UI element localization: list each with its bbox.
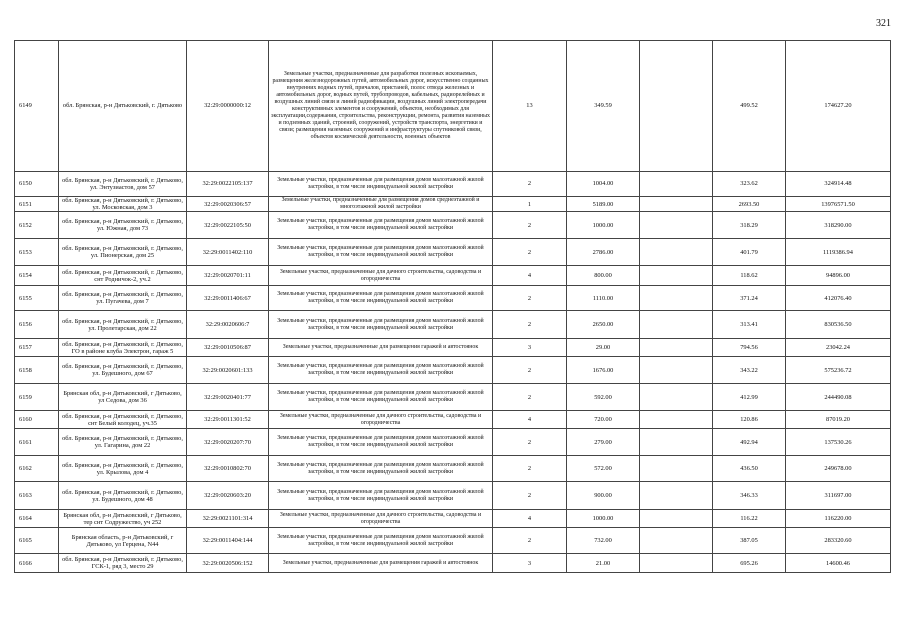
cadastral-value-cell: 116220.00 xyxy=(786,510,891,528)
empty-cell xyxy=(640,172,713,197)
use-group-cell: 2 xyxy=(493,172,567,197)
address-cell: обл. Брянская, р-н Дятьковский, г. Дятьково, снт Родничок-2, уч.2 xyxy=(59,266,187,286)
land-use-cell: Земельные участки, предназначенные для размещения гаражей и автостоянок xyxy=(269,554,493,573)
use-group-cell: 4 xyxy=(493,266,567,286)
table-row xyxy=(15,456,891,482)
row-number: 6166 xyxy=(15,554,59,573)
use-group-cell: 3 xyxy=(493,339,567,357)
row-number: 6162 xyxy=(15,456,59,482)
area-cell: 900.00 xyxy=(567,482,640,510)
area-cell: 279.00 xyxy=(567,429,640,456)
row-number: 6152 xyxy=(15,212,59,239)
land-use-cell: Земельные участки, предназначенные для размещения гаражей и автостоянок xyxy=(269,339,493,357)
table-row xyxy=(15,554,891,573)
empty-cell xyxy=(640,554,713,573)
cadastral-number-cell: 32:29:0022105:137 xyxy=(187,172,269,197)
row-number: 6154 xyxy=(15,266,59,286)
row-number: 6161 xyxy=(15,429,59,456)
empty-cell xyxy=(640,429,713,456)
address-cell: Брянская обл, р-н Дятьковский, г Дятьково, ул Седова, дом 36 xyxy=(59,384,187,411)
specific-value-cell: 695.26 xyxy=(713,554,786,573)
cadastral-number-cell: 32:29:0011404:144 xyxy=(187,528,269,554)
land-use-cell: Земельные участки, предназначенные для размещения домов малоэтажной жилой застройки, в том числе индивидуальной жилой застройки xyxy=(269,482,493,510)
area-cell: 720.00 xyxy=(567,411,640,429)
table-row xyxy=(15,172,891,197)
row-number: 6155 xyxy=(15,286,59,311)
empty-cell xyxy=(640,510,713,528)
cadastral-value-cell: 94896.00 xyxy=(786,266,891,286)
use-group-cell: 2 xyxy=(493,429,567,456)
specific-value-cell: 313.41 xyxy=(713,311,786,339)
empty-cell xyxy=(640,286,713,311)
specific-value-cell: 794.56 xyxy=(713,339,786,357)
cadastral-number-cell: 32:29:0020701:11 xyxy=(187,266,269,286)
area-cell: 1000.00 xyxy=(567,212,640,239)
table-row xyxy=(15,411,891,429)
area-cell: 800.00 xyxy=(567,266,640,286)
address-cell: Брянская обл, р-н Дятьковский, г Дятьково, тер снт Содружество, уч 252 xyxy=(59,510,187,528)
cadastral-value-cell: 137530.26 xyxy=(786,429,891,456)
use-group-cell: 2 xyxy=(493,239,567,266)
row-number: 6157 xyxy=(15,339,59,357)
table-row xyxy=(15,286,891,311)
address-cell: обл. Брянская, р-н Дятьковский, г. Дятьково, ул. Московская, дом 3 xyxy=(59,197,187,212)
cadastral-number-cell: 32:29:0020606:7 xyxy=(187,311,269,339)
row-number: 6160 xyxy=(15,411,59,429)
area-cell: 2786.00 xyxy=(567,239,640,266)
cadastral-number-cell: 32:29:0022105:50 xyxy=(187,212,269,239)
row-number: 6159 xyxy=(15,384,59,411)
table-row xyxy=(15,212,891,239)
cadastral-value-cell: 1119386.94 xyxy=(786,239,891,266)
specific-value-cell: 343.22 xyxy=(713,357,786,384)
empty-cell xyxy=(640,266,713,286)
cadastral-number-cell: 32:29:0020601:133 xyxy=(187,357,269,384)
specific-value-cell: 401.79 xyxy=(713,239,786,266)
table-row xyxy=(15,339,891,357)
specific-value-cell: 120.86 xyxy=(713,411,786,429)
specific-value-cell: 412.99 xyxy=(713,384,786,411)
row-number: 6149 xyxy=(15,41,59,172)
address-cell: обл. Брянская, р-н Дятьковский, г. Дятьково, ул. Пионерская, дом 25 xyxy=(59,239,187,266)
use-group-cell: 2 xyxy=(493,212,567,239)
cadastral-value-cell: 87019.20 xyxy=(786,411,891,429)
land-use-cell: Земельные участки, предназначенные для размещения домов малоэтажной жилой застройки, в том числе индивидуальной жилой застройки xyxy=(269,456,493,482)
cadastral-number-cell: 32:29:0020207:70 xyxy=(187,429,269,456)
area-cell: 572.00 xyxy=(567,456,640,482)
cadastral-value-cell: 174627.20 xyxy=(786,41,891,172)
table-row xyxy=(15,510,891,528)
empty-cell xyxy=(640,41,713,172)
row-number: 6153 xyxy=(15,239,59,266)
cadastral-value-cell: 318290.00 xyxy=(786,212,891,239)
cadastral-value-cell: 244490.08 xyxy=(786,384,891,411)
cadastral-number-cell: 32:29:0020506:152 xyxy=(187,554,269,573)
row-number: 6164 xyxy=(15,510,59,528)
area-cell: 29.00 xyxy=(567,339,640,357)
cadastral-value-cell: 575236.72 xyxy=(786,357,891,384)
address-cell: обл. Брянская, р-н Дятьковский, г. Дятьково, снт Белый колодец, уч.35 xyxy=(59,411,187,429)
cadastral-number-cell: 32:29:0011301:52 xyxy=(187,411,269,429)
empty-cell xyxy=(640,528,713,554)
row-number: 6163 xyxy=(15,482,59,510)
area-cell: 5189.00 xyxy=(567,197,640,212)
empty-cell xyxy=(640,411,713,429)
use-group-cell: 2 xyxy=(493,384,567,411)
address-cell: обл. Брянская, р-н Дятьковский, г. Дятьково, ул. Пугачева, дом 7 xyxy=(59,286,187,311)
table-row xyxy=(15,482,891,510)
land-use-cell: Земельные участки, предназначенные для размещения домов малоэтажной жилой застройки, в том числе индивидуальной жилой застройки xyxy=(269,286,493,311)
area-cell: 1004.00 xyxy=(567,172,640,197)
use-group-cell: 13 xyxy=(493,41,567,172)
address-cell: обл. Брянская, р-н Дятьковский, г. Дятьково, ул. Крылова, дом 4 xyxy=(59,456,187,482)
land-use-cell: Земельные участки, предназначенные для дачного строительства, садоводства и огородничества xyxy=(269,266,493,286)
land-use-cell: Земельные участки, предназначенные для дачного строительства, садоводства и огородничества xyxy=(269,411,493,429)
specific-value-cell: 118.62 xyxy=(713,266,786,286)
empty-cell xyxy=(640,212,713,239)
address-cell: обл. Брянская, р-н Дятьковский, г. Дятьково xyxy=(59,41,187,172)
address-cell: обл. Брянская, р-н Дятьковский, г. Дятьково, ул. Гагарина, дом 22 xyxy=(59,429,187,456)
cadastral-number-cell: 32:29:0010506:87 xyxy=(187,339,269,357)
empty-cell xyxy=(640,384,713,411)
empty-cell xyxy=(640,357,713,384)
cadastral-value-cell: 13976571.50 xyxy=(786,197,891,212)
address-cell: обл. Брянская, р-н Дятьковский, г. Дятьково, ул. Энтузиастов, дом 57 xyxy=(59,172,187,197)
land-use-cell: Земельные участки, предназначенные для размещения домов малоэтажной жилой застройки, в том числе индивидуальной жилой застройки xyxy=(269,172,493,197)
row-number: 6158 xyxy=(15,357,59,384)
empty-cell xyxy=(640,482,713,510)
cadastral-number-cell: 32:29:0020603:20 xyxy=(187,482,269,510)
use-group-cell: 2 xyxy=(493,311,567,339)
use-group-cell: 2 xyxy=(493,357,567,384)
area-cell: 21.00 xyxy=(567,554,640,573)
specific-value-cell: 371.24 xyxy=(713,286,786,311)
land-use-cell: Земельные участки, предназначенные для размещения домов малоэтажной жилой застройки, в том числе индивидуальной жилой застройки xyxy=(269,311,493,339)
area-cell: 1110.00 xyxy=(567,286,640,311)
specific-value-cell: 323.62 xyxy=(713,172,786,197)
empty-cell xyxy=(640,311,713,339)
empty-cell xyxy=(640,239,713,266)
cadastral-number-cell: 32:29:0021101:314 xyxy=(187,510,269,528)
use-group-cell: 2 xyxy=(493,286,567,311)
row-number: 6165 xyxy=(15,528,59,554)
cadastral-value-cell: 830536.50 xyxy=(786,311,891,339)
cadastral-value-cell: 412076.40 xyxy=(786,286,891,311)
area-cell: 2650.00 xyxy=(567,311,640,339)
use-group-cell: 2 xyxy=(493,528,567,554)
land-use-cell: Земельные участки, предназначенные для размещения домов малоэтажной жилой застройки, в том числе индивидуальной жилой застройки xyxy=(269,239,493,266)
row-number: 6156 xyxy=(15,311,59,339)
land-use-cell: Земельные участки, предназначенные для размещения домов малоэтажной жилой застройки, в том числе индивидуальной жилой застройки xyxy=(269,528,493,554)
land-use-cell: Земельные участки, предназначенные для дачного строительства, садоводства и огородничества xyxy=(269,510,493,528)
row-number: 6150 xyxy=(15,172,59,197)
table-row xyxy=(15,197,891,212)
specific-value-cell: 387.05 xyxy=(713,528,786,554)
cadastral-number-cell: 32:29:0011402:110 xyxy=(187,239,269,266)
cadastral-value-cell: 23042.24 xyxy=(786,339,891,357)
specific-value-cell: 346.33 xyxy=(713,482,786,510)
table-row xyxy=(15,384,891,411)
cadastral-number-cell: 32:29:0020401:77 xyxy=(187,384,269,411)
address-cell: обл. Брянская, р-н Дятьковский, г. Дятьково, ГСК-1, ряд 3, место 29 xyxy=(59,554,187,573)
empty-cell xyxy=(640,197,713,212)
area-cell: 1676.00 xyxy=(567,357,640,384)
use-group-cell: 2 xyxy=(493,456,567,482)
empty-cell xyxy=(640,339,713,357)
land-use-cell: Земельные участки, предназначенные для размещения домов среднеэтажной и многоэтажной жилой застройки xyxy=(269,197,493,212)
row-number: 6151 xyxy=(15,197,59,212)
land-use-cell: Земельные участки, предназначенные для размещения домов малоэтажной жилой застройки, в том числе индивидуальной жилой застройки xyxy=(269,384,493,411)
use-group-cell: 3 xyxy=(493,554,567,573)
address-cell: обл. Брянская, р-н Дятьковский, г. Дятьково, ул. Пролетарская, дом 22 xyxy=(59,311,187,339)
cadastral-value-cell: 283320.60 xyxy=(786,528,891,554)
area-cell: 1000.00 xyxy=(567,510,640,528)
cadastral-value-cell: 14600.46 xyxy=(786,554,891,573)
address-cell: обл. Брянская, р-н Дятьковский, г. Дятьково, ул. Будешного, дом 48 xyxy=(59,482,187,510)
address-cell: обл. Брянская, р-н Дятьковский, г. Дятьково, ГО в районе клуба Электрон, гараж 5 xyxy=(59,339,187,357)
use-group-cell: 1 xyxy=(493,197,567,212)
land-use-cell: Земельные участки, предназначенные для разработки полезных ископаемых, размещения железнодорожных путей, автомобильных дорог, искусственно созданных внутренних водных путей, причалов, пристаней, полос отвода железных и автомобильных дорог, водных путей, трубопроводов, кабельных, радиорелейных и воздушных линий связи и линий радиофикации, воздушных линий электропередачи конструктивных элементов и сооружений, объектов, необходимых для эксплуатации,содержания, строительства, реконструкции, ремонта, развития наземных и подземных зданий, строений, сооружений, устройств транспорта, энергетики и связи; размещения наземных сооружений и инфраструктуры спутниковой связи, объектов космической деятельности, военных объектов xyxy=(269,41,493,172)
empty-cell xyxy=(640,456,713,482)
land-use-cell: Земельные участки, предназначенные для размещения домов малоэтажной жилой застройки, в том числе индивидуальной жилой застройки xyxy=(269,212,493,239)
cadastral-value-cell: 311697.00 xyxy=(786,482,891,510)
specific-value-cell: 116.22 xyxy=(713,510,786,528)
address-cell: обл. Брянская, р-н Дятьковский, г. Дятьково, ул. Южная, дом 73 xyxy=(59,212,187,239)
table-body xyxy=(15,41,891,573)
page-number: 321 xyxy=(876,18,891,29)
cadastral-number-cell: 32:29:0020306:57 xyxy=(187,197,269,212)
use-group-cell: 2 xyxy=(493,482,567,510)
use-group-cell: 4 xyxy=(493,411,567,429)
area-cell: 349.59 xyxy=(567,41,640,172)
area-cell: 592.00 xyxy=(567,384,640,411)
address-cell: Брянская область, р-н Дятьковский, г Дятьково, ул Герцена, N44 xyxy=(59,528,187,554)
cadastral-number-cell: 32:29:0000000:12 xyxy=(187,41,269,172)
use-group-cell: 4 xyxy=(493,510,567,528)
cadastral-value-cell: 249678.00 xyxy=(786,456,891,482)
specific-value-cell: 499.52 xyxy=(713,41,786,172)
area-cell: 732.00 xyxy=(567,528,640,554)
table-row xyxy=(15,528,891,554)
specific-value-cell: 318.29 xyxy=(713,212,786,239)
cadastral-number-cell: 32:29:0010802:70 xyxy=(187,456,269,482)
table-row xyxy=(15,41,891,172)
table-row xyxy=(15,239,891,266)
land-use-cell: Земельные участки, предназначенные для размещения домов малоэтажной жилой застройки, в том числе индивидуальной жилой застройки xyxy=(269,429,493,456)
cadastral-value-cell: 324914.48 xyxy=(786,172,891,197)
address-cell: обл. Брянская, р-н Дятьковский, г. Дятьково, ул. Будешного, дом 67 xyxy=(59,357,187,384)
table-row xyxy=(15,429,891,456)
cadastral-number-cell: 32:29:0011406:67 xyxy=(187,286,269,311)
table-row xyxy=(15,357,891,384)
table-row xyxy=(15,266,891,286)
land-registry-table xyxy=(14,40,891,573)
specific-value-cell: 436.50 xyxy=(713,456,786,482)
specific-value-cell: 2693.50 xyxy=(713,197,786,212)
land-use-cell: Земельные участки, предназначенные для размещения домов малоэтажной жилой застройки, в том числе индивидуальной жилой застройки xyxy=(269,357,493,384)
specific-value-cell: 492.94 xyxy=(713,429,786,456)
table-row xyxy=(15,311,891,339)
